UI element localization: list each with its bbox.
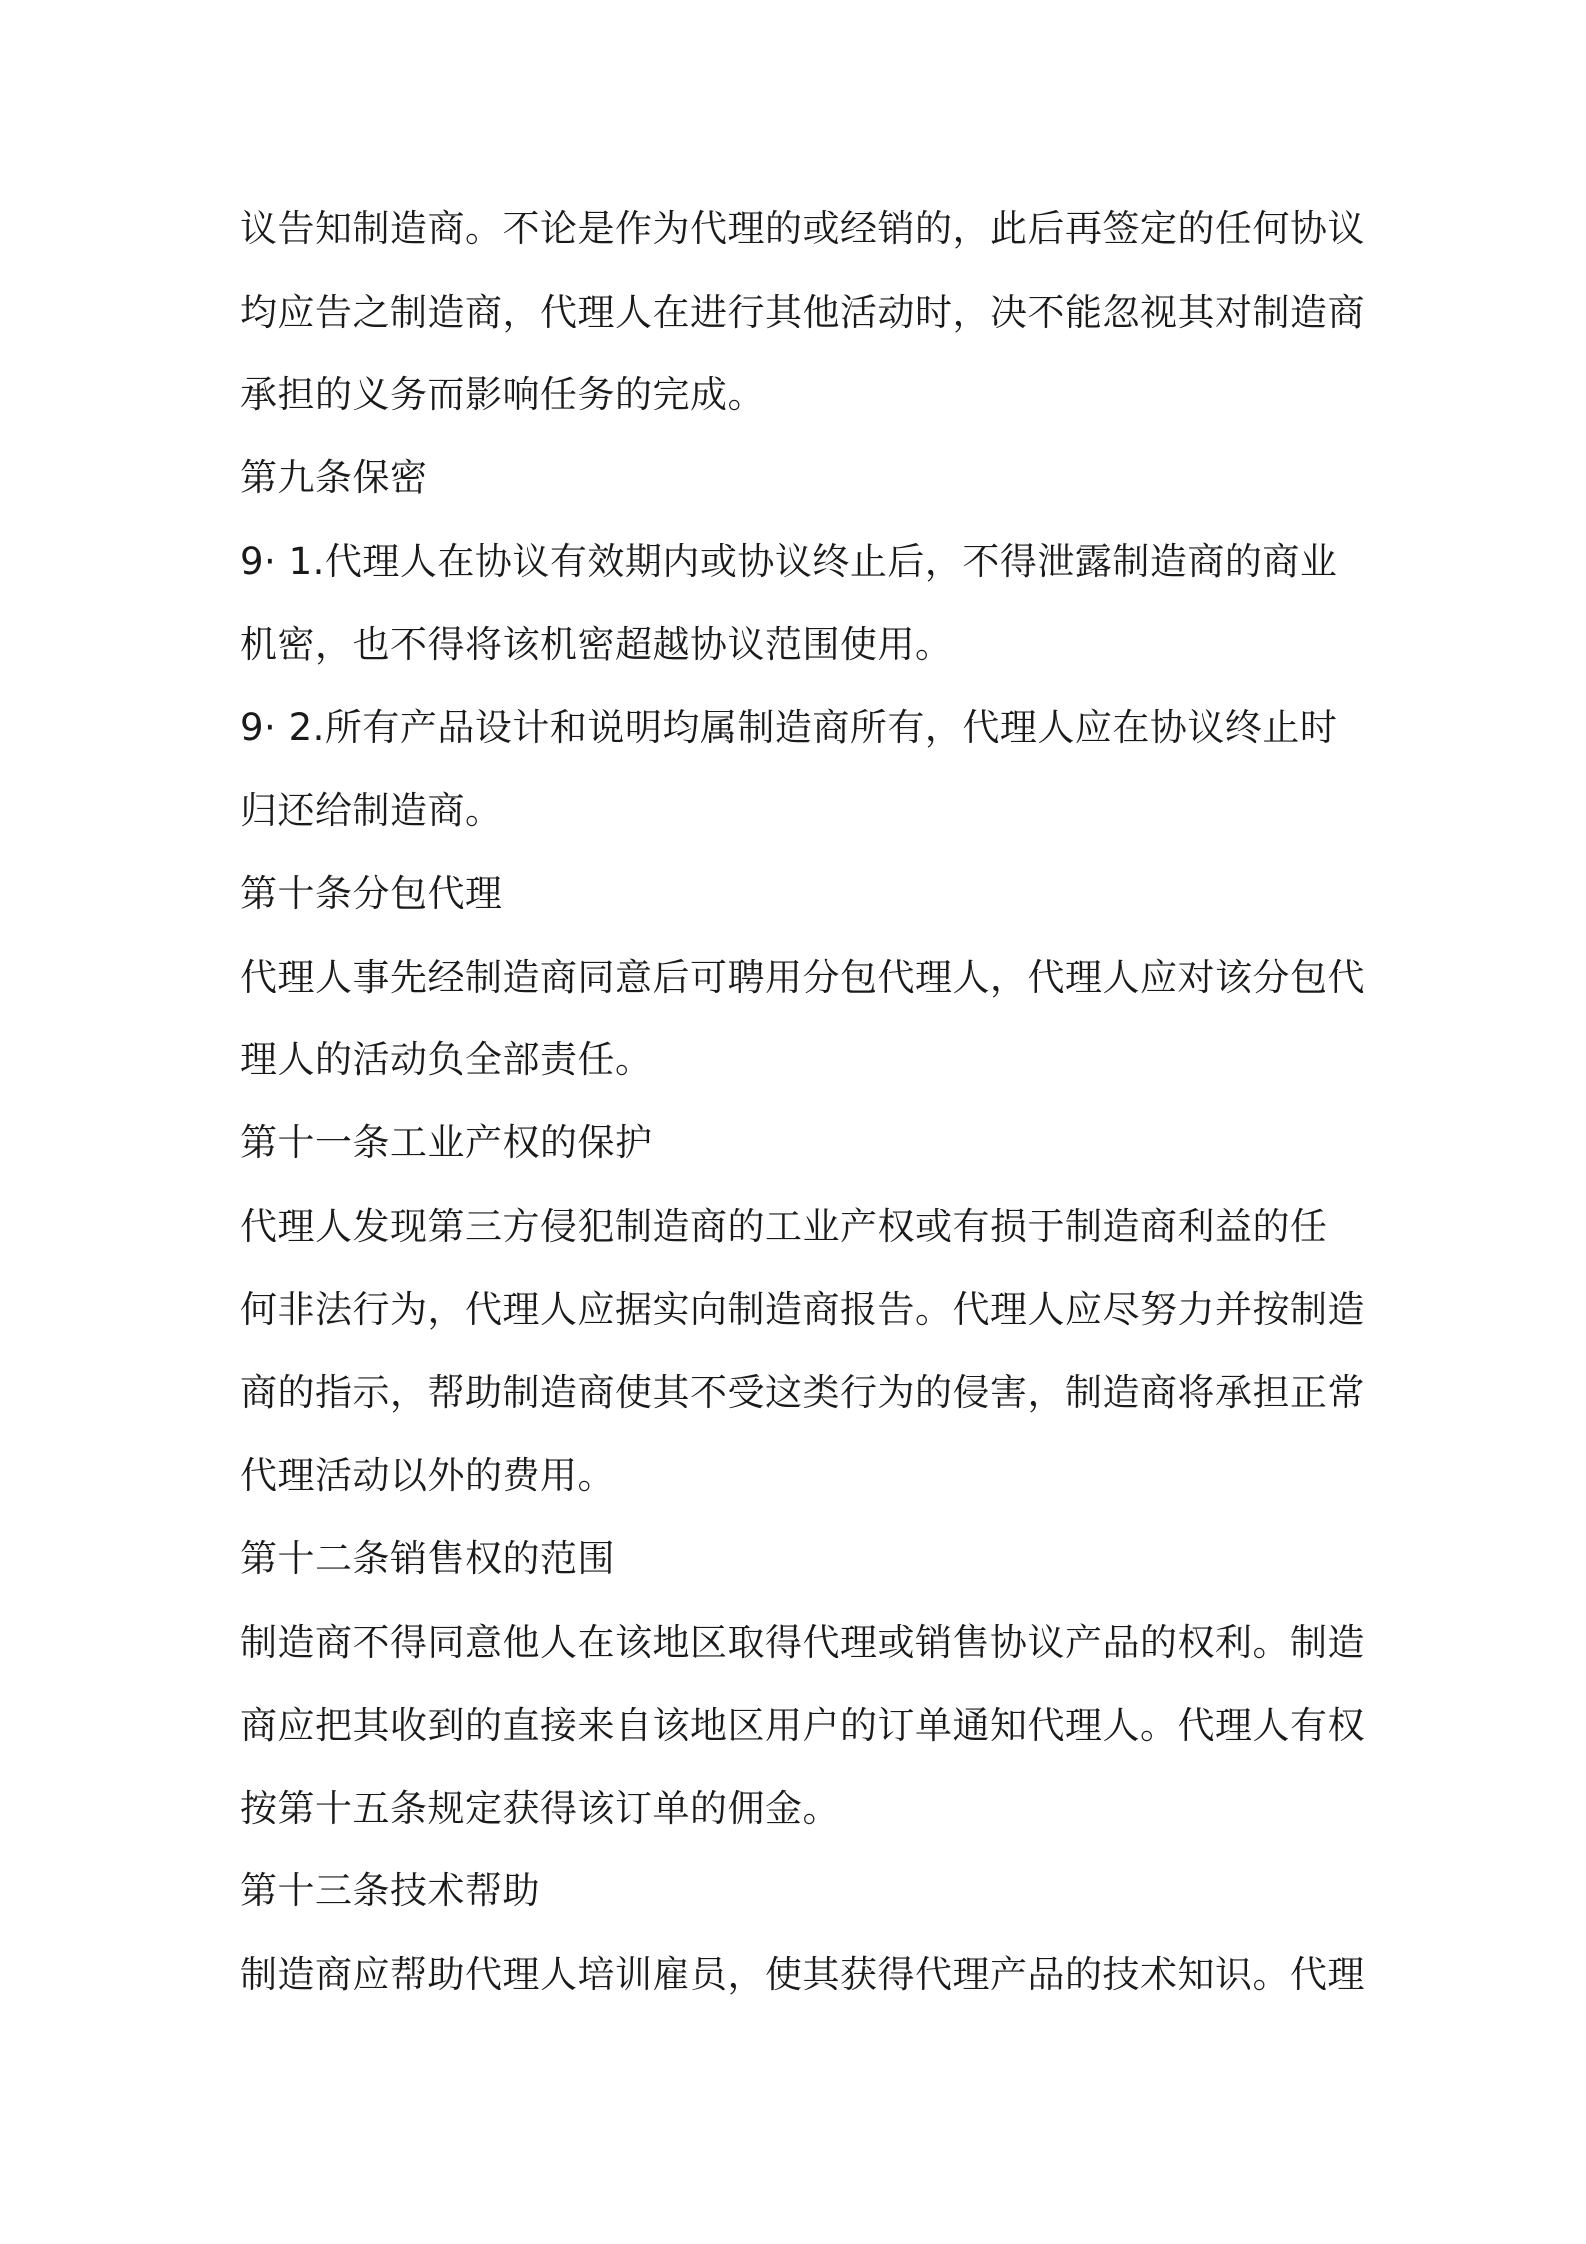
paragraph-line: 理人的活动负全部责任。 <box>240 1038 653 1081</box>
paragraph-line: 代理人事先经制造商同意后可聘用分包代理人，代理人应对该分包代 <box>240 956 1365 999</box>
section-heading: 第九条保密 <box>240 456 428 499</box>
paragraph-line: 按第十五条规定获得该订单的佣金。 <box>240 1787 840 1830</box>
paragraph-line: 机密，也不得将该机密超越协议范围使用。 <box>240 623 953 666</box>
paragraph-line: 商的指示，帮助制造商使其不受这类行为的侵害，制造商将承担正常 <box>240 1371 1365 1414</box>
paragraph-line: 9· 2.所有产品设计和说明均属制造商所有，代理人应在协议终止时 <box>240 706 1338 749</box>
paragraph-line: 9· 1.代理人在协议有效期内或协议终止后，不得泄露制造商的商业 <box>240 540 1338 583</box>
paragraph-line: 均应告之制造商，代理人在进行其他活动时，决不能忽视其对制造商 <box>240 291 1365 334</box>
paragraph-line: 制造商应帮助代理人培训雇员，使其获得代理产品的技术知识。代理 <box>240 1953 1365 1996</box>
paragraph-line: 商应把其收到的直接来自该地区用户的订单通知代理人。代理人有权 <box>240 1704 1365 1747</box>
paragraph-line: 何非法行为，代理人应据实向制造商报告。代理人应尽努力并按制造 <box>240 1288 1365 1331</box>
paragraph-line: 制造商不得同意他人在该地区取得代理或销售协议产品的权利。制造 <box>240 1621 1365 1664</box>
section-heading: 第十条分包代理 <box>240 872 503 915</box>
section-heading: 第十三条技术帮助 <box>240 1869 540 1912</box>
paragraph-line: 代理活动以外的费用。 <box>240 1454 615 1497</box>
paragraph-line: 代理人发现第三方侵犯制造商的工业产权或有损于制造商利益的任 <box>240 1205 1328 1248</box>
paragraph-line: 议告知制造商。不论是作为代理的或经销的，此后再签定的任何协议 <box>240 207 1365 250</box>
section-heading: 第十二条销售权的范围 <box>240 1537 615 1580</box>
paragraph-line: 承担的义务而影响任务的完成。 <box>240 373 765 416</box>
section-heading: 第十一条工业产权的保护 <box>240 1121 653 1164</box>
paragraph-line: 归还给制造商。 <box>240 789 503 832</box>
